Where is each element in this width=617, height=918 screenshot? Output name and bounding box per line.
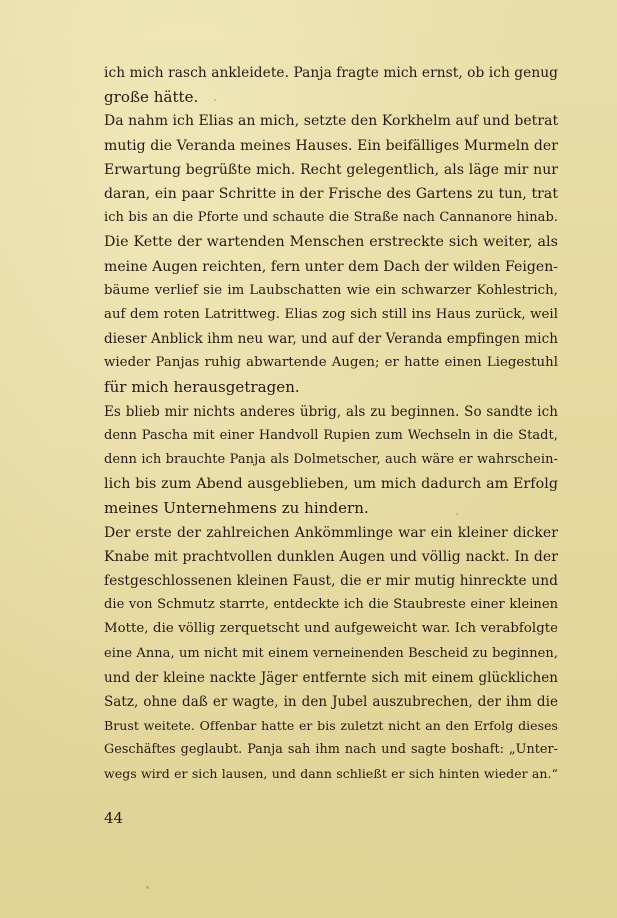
text-line: ich bis an die Pforte und schaute die Straße nach Cannanore hinab.: [104, 210, 558, 226]
text-line: dieser Anblick ihm neu war, und auf der Veranda empfingen mich: [104, 331, 558, 348]
text-line: Brust weitete. Offenbar hatte er bis zuletzt nicht an den Erfolg dieses: [104, 718, 558, 734]
text-line: und der kleine nackte Jäger entfernte sich mit einem glücklichen: [104, 669, 558, 686]
text-line: meines Unternehmens zu hindern.: [104, 499, 369, 518]
text-line: die von Schmutz starrte, entdeckte ich die Staubreste einer kleinen: [104, 597, 558, 613]
text-line: mutig die Veranda meines Hauses. Ein beifälliges Murmeln der: [104, 137, 558, 154]
text-line: Knabe mit prachtvollen dunklen Augen und völlig nackt. In der: [104, 548, 558, 565]
text-line: daran, ein paar Schritte in der Frische des Gartens zu tun, trat: [104, 185, 558, 202]
text-line: Da nahm ich Elias an mich, setzte den Korkhelm auf und betrat: [104, 113, 558, 130]
text-line: denn ich brauchte Panja als Dolmetscher, auch wäre er wahrschein-: [104, 452, 558, 467]
text-line: eine Anna, um nicht mit einem verneinenden Bescheid zu beginnen,: [104, 645, 558, 661]
text-line: festgeschlossenen kleinen Faust, die er mir mutig hinreckte und: [104, 572, 558, 589]
text-line: lich bis zum Abend ausgeblieben, um mich dadurch am Erfolg: [104, 476, 558, 493]
text-line: große hätte.: [104, 88, 199, 107]
paper-speck: [456, 513, 458, 515]
text-line: für mich herausgetragen.: [104, 378, 300, 397]
page-number: 44: [104, 809, 124, 827]
text-line: wegs wird er sich lausen, und dann schließt er sich hinten wieder an.“: [104, 766, 558, 782]
paper-speck: [426, 113, 428, 115]
text-line: meine Augen reichten, fern unter dem Dach der wilden Feigen-: [104, 258, 558, 275]
text-line: auf dem roten Latrittweg. Elias zog sich still ins Haus zurück, weil: [104, 306, 558, 322]
paper-speck: [214, 99, 216, 101]
text-line: Erwartung begrüßte mich. Recht gelegentlich, als läge mir nur: [104, 161, 558, 178]
text-line: Satz, ohne daß er wagte, in den Jubel auszubrechen, der ihm die: [104, 693, 558, 710]
text-line: denn Pascha mit einer Handvoll Rupien zum Wechseln in die Stadt,: [104, 427, 558, 443]
text-line: Es blieb mir nichts anderes übrig, als zu beginnen. So sandte ich: [104, 403, 558, 420]
text-line: wieder Panjas ruhig abwartende Augen; er hatte einen Liegestuhl: [104, 355, 558, 371]
body-text: [104, 61, 558, 787]
text-line: ich mich rasch ankleidete. Panja fragte mich ernst, ob ich genug: [104, 65, 558, 81]
text-line: Die Kette der wartenden Menschen erstreckte sich weiter, als: [104, 234, 558, 251]
text-line: bäume verlief sie im Laubschatten wie ein schwarzer Kohlestrich,: [104, 282, 558, 298]
paper-speck: [146, 886, 149, 889]
text-line: Der erste der zahlreichen Ankömmlinge war ein kleiner dicker: [104, 524, 558, 541]
text-line: Geschäftes geglaubt. Panja sah ihm nach und sagte boshaft: „Unter-: [104, 742, 558, 758]
text-line: Motte, die völlig zerquetscht und aufgeweicht war. Ich verabfolgte: [104, 621, 558, 637]
